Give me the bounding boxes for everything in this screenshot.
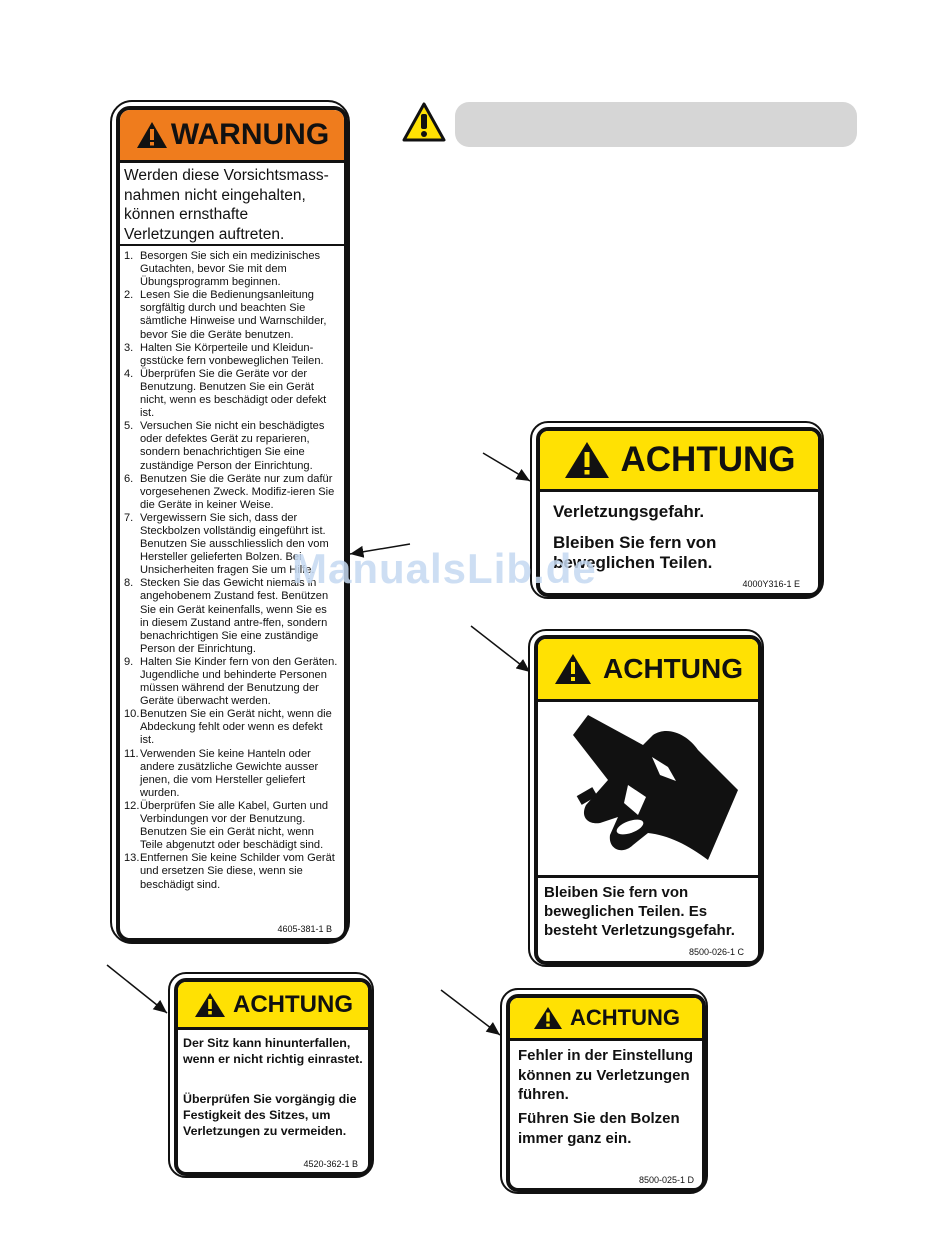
warnung-title: WARNUNG [170,118,330,151]
achtung-title: ACHTUNG [233,990,353,1018]
instruction-text: Überprüfen Sie vorgängig die Festigkeit des Sitzes, um Verletzungen zu vermeiden. [183,1092,357,1138]
list-text: Verwenden Sie keine Hanteln oder andere zusätzliche Gewichte ausser jenen, die vom Hersteller geliefert wurden. [140,747,319,799]
list-text: Lesen Sie die Bedienungsanleitung sorgfältig durch und beachten Sie sämtliche Hinweise und Warnschilder, bevor Sie die Geräte benutzen. [140,289,327,341]
achtung-label-pin [506,994,706,1192]
pointer-arrow [471,626,530,672]
label-code: 4000Y316-1 E [742,579,800,589]
list-text: Überprüfen Sie die Geräte vor der Benutzung. Benutzen Sie ein Gerät nicht, wenn es beschädigt oder defekt ist. [140,367,327,420]
hazard-text: Verletzungsgefahr. [553,502,705,521]
warning-triangle-icon [563,440,611,480]
list-number: 9. [124,655,134,668]
label-code: 4520-362-1 B [303,1159,358,1169]
watermark: ManualsLib.de [292,545,597,592]
achtung-header [510,998,702,1041]
list-text: Entfernen Sie keine Schilder vom Gerät und ersetzen Sie diese, wenn sie beschädigt sind. [140,852,335,891]
warning-triangle-icon [553,652,593,686]
list-text: Benutzen Sie ein Gerät nicht, wenn die Abdeckung fehlt oder wenn es defekt ist. [140,708,332,747]
list-number: 2. [124,289,134,302]
achtung-label-seat [174,978,372,1176]
label-code: 8500-026-1 C [688,947,744,957]
list-text: Überprüfen Sie alle Kabel, Gurten und Verbindungen vor der Benutzung. Benutzen Sie ein Gerät nicht, wenn Teile abgenutzt oder beschädigt sind. [140,799,329,852]
divider [538,875,758,878]
warning-triangle-icon [193,991,227,1019]
list-number: 5. [124,420,134,433]
achtung-label-hand-pinch [534,635,762,965]
pointer-arrow [441,990,500,1035]
list-text: Halten Sie Kinder fern von den Geräten. Jugendliche und behinderte Personen müssen während der Benutzung der Geräte überwacht werden. [140,655,338,708]
achtung-title: ACHTUNG [570,1005,680,1030]
list-number: 10. [124,708,140,721]
list-text: Besorgen Sie sich ein medizinisches Gutachten, bevor Sie mit dem Übungsprogramm beginnen. [140,250,321,289]
achtung-title: ACHTUNG [620,440,796,479]
list-number: 1. [124,250,134,262]
warnung-intro: Werden diese Vorsichtsmass-nahmen nicht eingehalten, können ernsthafte Verletzungen auftreten. [124,167,329,243]
list-number: 11. [124,747,139,760]
list-number: 3. [124,341,134,354]
hazard-text: Fehler in der Einstellung können zu Verletzungen führen. [518,1047,694,1103]
list-text: Stecken Sie das Gewicht niemals in angehobenem Zustand fest. Benützen Sie ein Gerät keinenfalls, wenn Sie es in diesem Zustand antre-ffen, sondern benachrichtigen Sie eine zuständige Person der Einrichtung. [140,577,329,655]
instruction-text: Führen Sie den Bolzen immer ganz ein. [518,1110,680,1147]
hand-crush-pictogram [548,705,748,875]
list-number: 7. [124,511,134,524]
list-number: 4. [124,367,134,380]
warning-triangle-icon [532,1005,564,1031]
list-text: Versuchen Sie nicht ein beschädigtes oder defektes Gerät zu reparieren, sondern benachrichtigen Sie eine zuständige Person der Einrichtung. [140,420,325,472]
list-number: 6. [124,472,134,485]
list-number: 13. [124,852,140,865]
pointer-arrow [107,965,167,1013]
achtung-header [178,982,368,1030]
list-number: 12. [124,799,140,812]
achtung-title: ACHTUNG [603,653,743,684]
list-text: Vergewissern Sie sich, dass der Steckbolzen vollständig eingeführt ist. Benutzen Sie ausschliesslich den vom Hersteller gelieferten Bolzen. Bei Unsicherheiten fragen Sie um Hilfe. [140,511,329,577]
instruction-text: Bleiben Sie fern von beweglichen Teilen. Es besteht Verletzungsgefahr. [544,884,735,939]
achtung-header [538,639,758,702]
achtung-header [540,431,818,492]
label-code: 8500-025-1 D [638,1175,694,1185]
label-code: 4605-381-1 B [277,924,332,934]
instruction-text: Bleiben Sie fern von beweglichen Teilen. [553,533,717,572]
pointer-arrow [483,453,530,481]
list-text: Benutzen Sie die Geräte nur zum dafür vorgesehenen Zweck. Modifiz-ieren Sie die Geräte in keiner Weise. [140,472,335,511]
list-number: 8. [124,577,134,590]
hazard-text: Der Sitz kann hinunterfallen, wenn er nicht richtig einrastet. [183,1036,363,1066]
list-text: Halten Sie Körperteile und Kleidun-gsstücke fern vonbeweglichen Teilen. [140,341,324,367]
